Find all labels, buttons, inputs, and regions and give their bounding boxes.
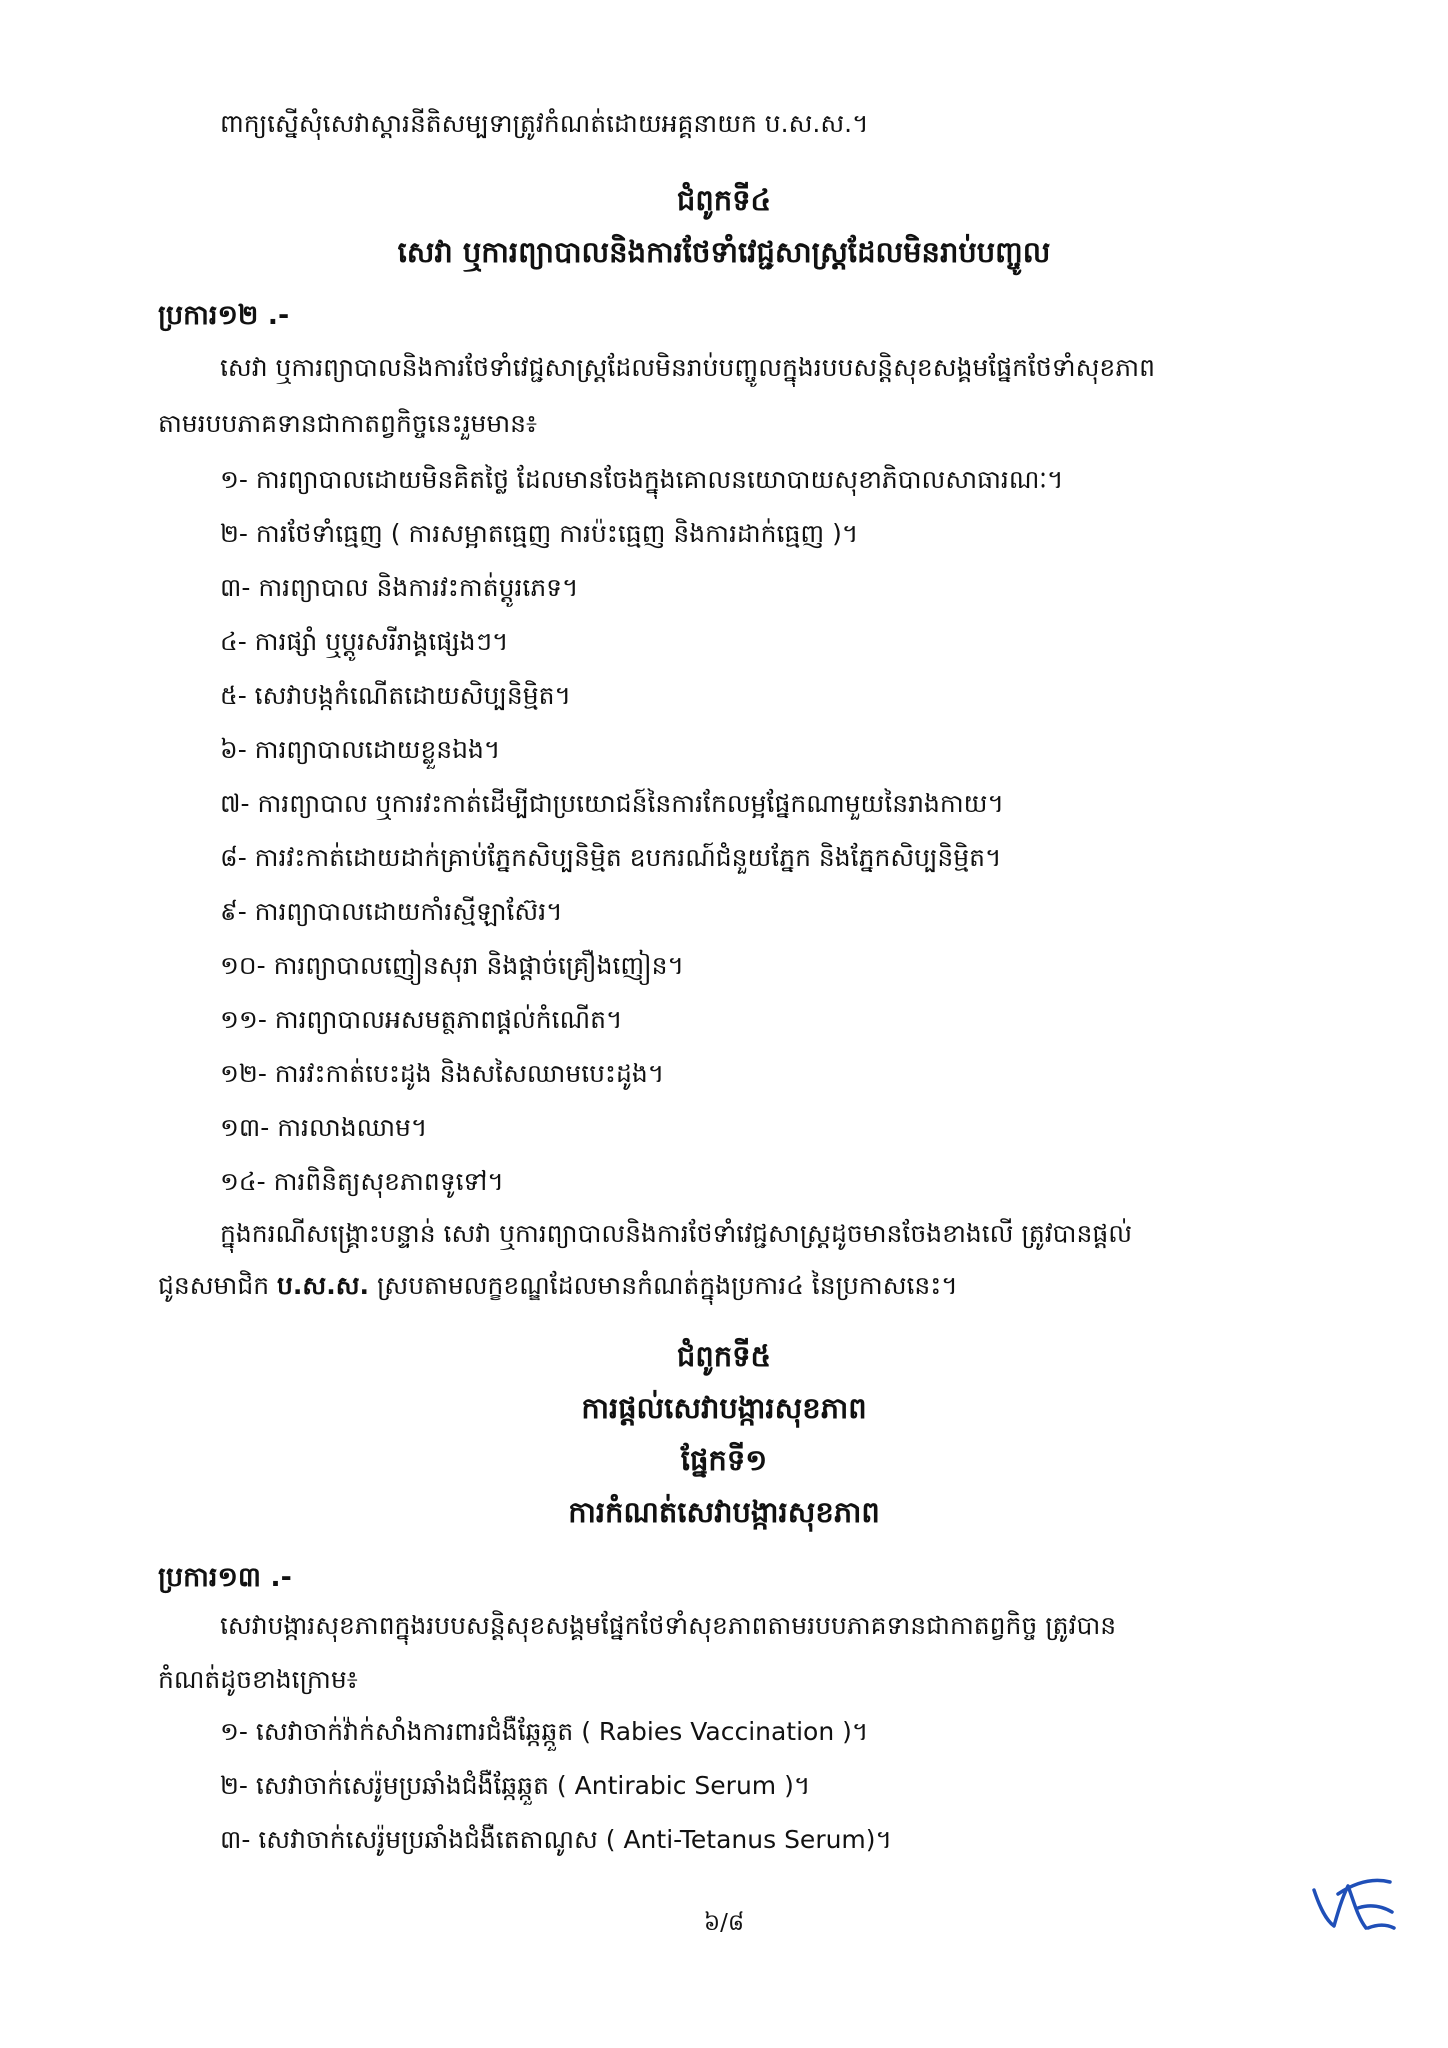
list-item: ១- ការព្យាបាលដោយមិនគិតថ្លៃ ដែលមានចែងក្នុងគោលនយោបាយសុខាភិបាលសាធារណៈ។ (220, 465, 1064, 494)
list-item: ១៣- ការលាងឈាម។ (220, 1113, 428, 1142)
list-item: ៧- ការព្យាបាល ឬការវះកាត់ដើម្បីជាប្រយោជន៍នៃការកែលម្អផ្នែកណាមួយនៃរាងកាយ។ (220, 789, 1004, 818)
page-number: ៦/៨ (703, 1910, 745, 1936)
chapter5-title: ការផ្តល់សេវាបង្ការសុខភាព (581, 1391, 867, 1425)
chapter4-heading: ជំពូកទី៤ (676, 183, 772, 217)
article12-para-line1: សេវា ឬការព្យាបាលនិងការថែទាំវេជ្ជសាស្ត្រដែលមិនរាប់បញ្ចូលក្នុងរបបសន្តិសុខសង្គមផ្នែកថែទាំសុខភាព (220, 353, 1155, 382)
list-item: ៥- សេវាបង្កកំណើតដោយសិប្បនិម្មិត។ (220, 681, 571, 710)
list-item: ១១- ការព្យាបាលអសមត្ថភាពផ្តល់កំណើត។ (220, 1005, 623, 1034)
chapter4-title: សេវា ឬការព្យាបាលនិងការថែទាំវេជ្ជសាស្ត្រដែលមិនរាប់បញ្ចូល (397, 235, 1051, 269)
list-item: ៣- ការព្យាបាល និងការវះកាត់ប្តូរភេទ។ (220, 573, 579, 602)
signature-initials-icon (1308, 1868, 1398, 1938)
article13-para-line2: កំណត់ដូចខាងក្រោម៖ (158, 1665, 358, 1694)
chapter5-heading: ជំពូកទី៥ (676, 1339, 772, 1373)
article12-closing-line2: ជូនសមាជិក ប.ស.ស. ស្របតាមលក្ខខណ្ឌដែលមានកំណត់ក្នុងប្រការ៤ នៃប្រកាសនេះ។ (158, 1271, 958, 1300)
article12-para-line2: តាមរបបភាគទានជាកាតព្វកិច្ចនេះរួមមាន៖ (158, 409, 538, 438)
list-item: ៨- ការវះកាត់ដោយដាក់គ្រាប់ភ្នែកសិប្បនិម្មិត ឧបករណ៍ជំនួយភ្នែក និងភ្នែកសិប្បនិម្មិត។ (220, 843, 1002, 872)
section1-heading: ផ្នែកទី១ (680, 1443, 768, 1477)
article13-label: ប្រការ១៣ .- (158, 1562, 292, 1593)
list-item: ១៤- ការពិនិត្យសុខភាពទូទៅ។ (220, 1167, 504, 1196)
article12-closing-line1: ក្នុងករណីសង្គ្រោះបន្ទាន់ សេវា ឬការព្យាបាលនិងការថែទាំវេជ្ជសាស្ត្រដូចមានចែងខាងលើ ត្រូវបានផ្តល់ (220, 1219, 1133, 1248)
intro-line: ពាក្យស្នើសុំសេវាស្តារនីតិសម្បទាត្រូវកំណត់ដោយអគ្គនាយក ប.ស.ស.។ (220, 109, 869, 138)
list-item: ៩- ការព្យាបាលដោយកាំរស្មីឡាស៊ែរ។ (220, 897, 563, 926)
list-item: ១- សេវាចាក់វ៉ាក់សាំងការពារជំងឺឆ្កែឆ្កួត ( Rabies Vaccination )។ (220, 1717, 869, 1746)
section1-title: ការកំណត់សេវាបង្ការសុខភាព (568, 1495, 880, 1529)
list-item: ២- សេវាចាក់សេរ៉ូមប្រឆាំងជំងឺឆ្កែឆ្កួត ( Antirabic Serum )។ (220, 1771, 811, 1800)
list-item: ២- ការថែទាំធ្មេញ ( ការសម្អាតធ្មេញ ការប៉ះធ្មេញ និងការដាក់ធ្មេញ )។ (220, 519, 859, 548)
article12-label: ប្រការ១២ .- (158, 300, 290, 331)
list-item: ១០- ការព្យាបាលញៀនសុរា និងផ្តាច់គ្រឿងញៀន។ (220, 951, 685, 980)
article13-para-line1: សេវាបង្ការសុខភាពក្នុងរបបសន្តិសុខសង្គមផ្នែកថែទាំសុខភាពតាមរបបភាគទានជាកាតព្វកិច្ច ត្រូវបាន (220, 1611, 1117, 1640)
list-item: ៣- សេវាចាក់សេរ៉ូមប្រឆាំងជំងឺតេតាណូស ( Anti-Tetanus Serum)។ (220, 1825, 893, 1854)
list-item: ១២- ការវះកាត់បេះដូង និងសសៃឈាមបេះដូង។ (220, 1059, 665, 1088)
list-item: ៦- ការព្យាបាលដោយខ្លួនឯង។ (220, 735, 501, 764)
list-item: ៤- ការផ្សាំ ឬប្តូរសរីរាង្គផ្សេងៗ។ (220, 627, 509, 656)
